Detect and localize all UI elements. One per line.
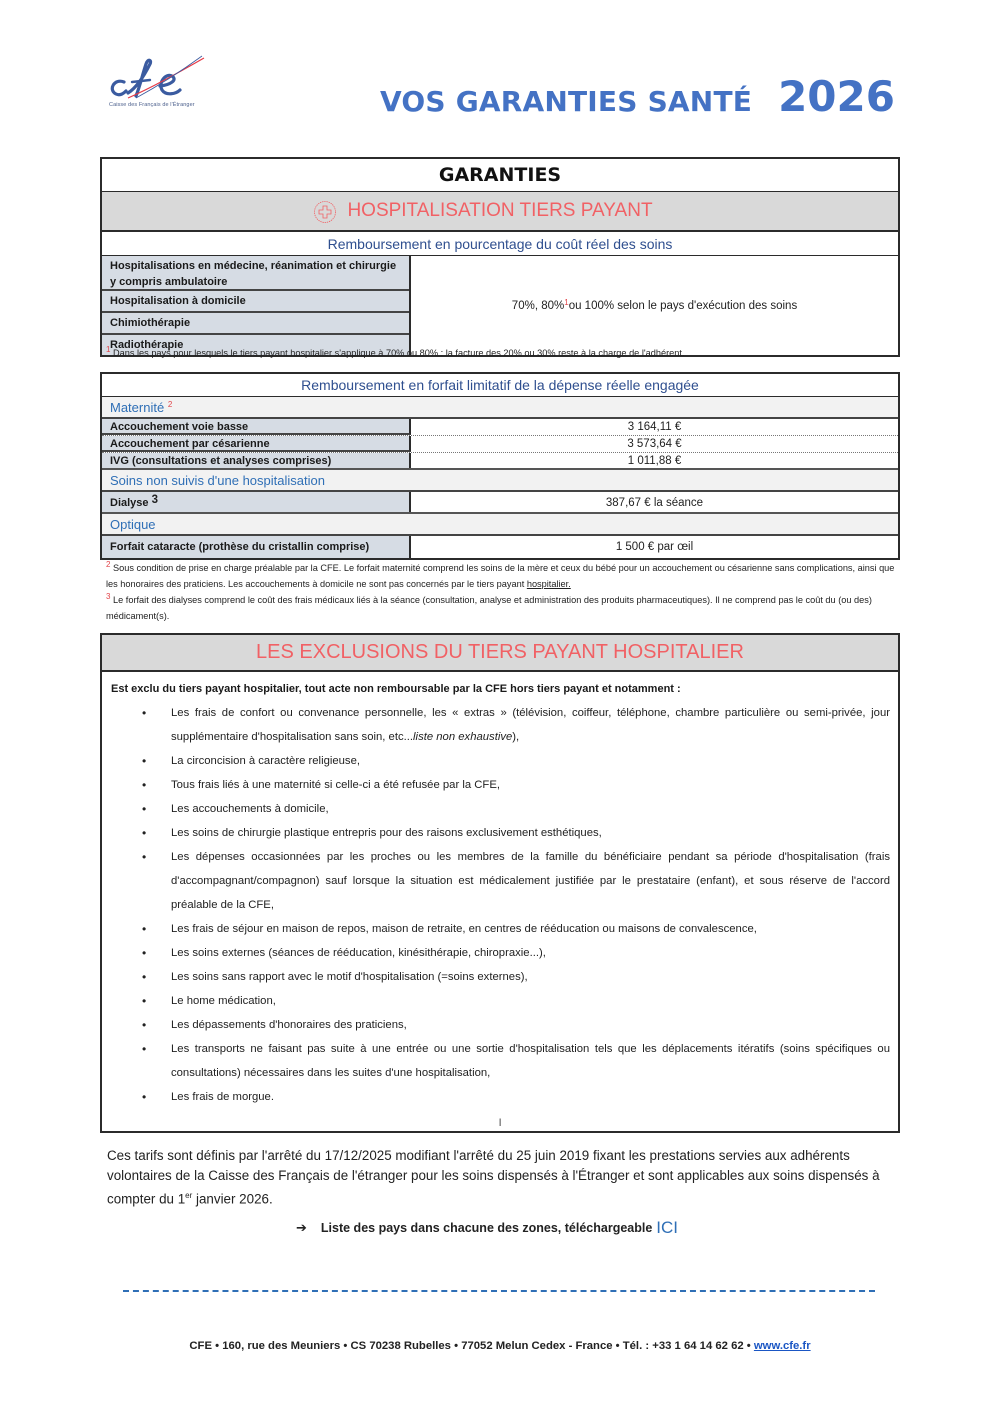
exclusions-title: LES EXCLUSIONS DU TIERS PAYANT HOSPITALIER: [102, 635, 898, 672]
list-item: • Les accouchements à domicile,: [102, 797, 890, 821]
legal-notice: Ces tarifs sont définis par l'arrêté du 17/12/2025 modifiant l'arrêté du 25 juin 2019 fixant les prestations servies aux adhérents volontaires de la Caisse des Français de l'étranger pour les soins dispensés à l'Étranger et sont applicables aux soins dispensés à compter du 1er janvier 2026.: [107, 1148, 880, 1207]
hospital-rows: [102, 256, 898, 355]
table-row: Accouchement voie basse 3 164,11 €: [102, 419, 898, 436]
category-maternite: Maternité $^2$: [102, 397, 898, 419]
list-item: • Les frais de séjour en maison de repos, maison de retraite, en centres de rééducation ou maisons de convalescence,: [102, 917, 890, 941]
list-item: • Tous frais liés à une maternité si celle-ci a été refusée par la CFE,: [102, 773, 890, 797]
end-mark: l: [499, 1118, 502, 1129]
logo-caption: Caisse des Français de l'Étranger: [109, 102, 195, 108]
list-item: • Les soins externes (séances de rééducation, kinésithérapie, chiropraxie...),: [102, 941, 890, 965]
hospital-value: 70%, 80% $^1$ ou 100% selon le pays d'exécution des soins: [511, 298, 798, 312]
table-row: Dialyse $^3$ 387,67 € la séance: [102, 492, 898, 514]
download-link[interactable]: ICI: [656, 1218, 679, 1237]
section-title: HOSPITALISATION TIERS PAYANT: [347, 200, 653, 221]
page-title: [380, 72, 900, 121]
list-item: • Les dépassements d'honoraires des praticiens,: [102, 1013, 890, 1037]
list-item: • Les frais de morgue.: [102, 1085, 890, 1109]
table-row: IVG (consultations et analyses comprises) 1 011,88 €: [102, 453, 898, 470]
country-list-link-line: [296, 1218, 678, 1238]
link-description: Liste des pays dans chacune des zones, téléchargeable: [320, 1221, 653, 1235]
category-soins-non-suivis: Soins non suivis d'une hospitalisation: [102, 470, 898, 492]
separator-line: [123, 1290, 875, 1292]
footnote-2: $^2$ Sous condition de prise en charge préalable par la CFE. Le forfait maternité comprend les soins de la mère et ceux du bébé pour un accouchement ou césarienne sans complications, ainsi que les honoraires des praticiens. Les accouchements à domicile ne sont pas concernés par le tiers payant hospitalier.: [106, 560, 895, 590]
hospital-labels: [102, 256, 411, 355]
footer: [0, 1340, 1000, 1352]
category-optique: Optique: [102, 514, 898, 536]
right-arrow-icon: ➔: [296, 1220, 307, 1235]
exclusions-intro: Est exclu du tiers payant hospitalier, tout acte non remboursable par la CFE hors tiers payant et notamment :: [111, 683, 681, 695]
table-row: Accouchement par césarienne 3 573,64 €: [102, 436, 898, 453]
footnote-1: $^1$ Dans les pays pour lesquels le tiers payant hospitalier s'applique à 70% ou 80% : la facture des 20% ou 30% reste à la charge de l'adhérent.: [106, 345, 685, 359]
list-item: • Le home médication,: [102, 989, 890, 1013]
row-label: Chimiothérapie: [102, 313, 409, 335]
cfe-logo: [106, 52, 206, 112]
flat-rate-table: [100, 372, 900, 560]
title-text: VOS GARANTIES SANTÉ: [380, 85, 753, 118]
cfe-logo-icon: [106, 52, 206, 102]
website-link[interactable]: www.cfe.fr: [753, 1340, 811, 1352]
guarantees-table: [100, 157, 900, 357]
table-row: Forfait cataracte (prothèse du cristallin comprise) 1 500 € par œil: [102, 536, 898, 558]
exclusions-box: [100, 633, 900, 1133]
list-item: • Les soins sans rapport avec le motif d'hospitalisation (=soins externes),: [102, 965, 890, 989]
footer-address: CFE • 160, rue des Meuniers • CS 70238 Rubelles • 77052 Melun Cedex - France • Tél. : +33 1 64 14 62 62 •: [189, 1340, 754, 1352]
section-header: [102, 192, 898, 232]
footnote-3: $^3$ Le forfait des dialyses comprend le coût des frais médicaux liés à la séance (consultation, analyse et administration des produits pharmaceutiques). Il ne comprend pas le coût du (ou des) médicament(s).: [106, 592, 872, 622]
exclusions-list: [102, 701, 898, 1109]
list-item: • La circoncision à caractère religieuse,: [102, 749, 890, 773]
table-subtitle: Remboursement en pourcentage du coût réel des soins: [102, 232, 898, 256]
row-label: Radiothérapie: [102, 335, 409, 355]
list-item: • Les transports ne faisant pas suite à une entrée ou une sortie d'hospitalisation tels que les déplacements itératifs (soins spécifiques ou consultations) nécessaires dans les suites d'une hospitalisation,: [102, 1037, 890, 1085]
row-label: Hospitalisation à domicile: [102, 291, 409, 313]
list-item: • Les dépenses occasionnées par les proches ou les membres de la famille du bénéficiaire pendant sa période d'hospitalisation (frais d'accompagnant/compagnon) sauf lorsque la situation est médicalement justifiée par le prestataire (enfant), et sous réserve de l'accord préalable de la CFE,: [102, 845, 890, 917]
row-label: Hospitalisations en médecine, réanimation et chirurgie y compris ambulatoire: [102, 256, 409, 291]
medical-cross-icon: [313, 200, 337, 224]
title-year: 2026: [778, 72, 895, 121]
list-item: • Les frais de confort ou convenance personnelle, les « extras » (télévision, coiffeur, téléphone, chambre particulière ou semi-privée, jour supplémentaire d'hospitalisation sans soin, etc...liste non exhaustive),: [102, 701, 890, 749]
table-title: GARANTIES: [102, 159, 898, 192]
list-item: • Les soins de chirurgie plastique entrepris pour des raisons exclusivement esthétiques,: [102, 821, 890, 845]
table-subtitle: Remboursement en forfait limitatif de la dépense réelle engagée: [102, 374, 898, 397]
